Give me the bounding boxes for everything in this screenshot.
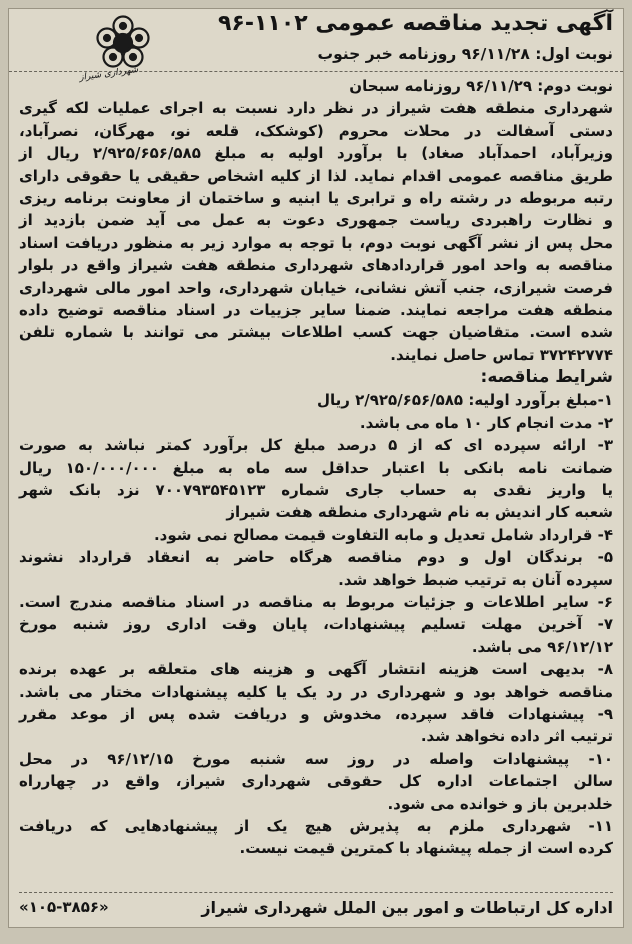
body-line: فرصت شیرازی، جنب آتش نشانی، خیابان شهرداری، واحد امور مالی شهرداری [19, 278, 613, 297]
condition-line: خلدبرین باز و خوانده می شود. [387, 794, 613, 813]
notice-header [9, 9, 623, 84]
condition-line: یا واریز نقدی به حساب جاری شماره ۷۰۰۷۹۳۵۴۵۱۲۳ نزد بانک شهر [19, 480, 613, 499]
issuer-name: اداره کل ارتباطات و امور بین الملل شهرداری شیراز [201, 898, 613, 917]
body-line: منطقه هفت مراجعه نمایند. ضمنا سایر جزییات در اسناد مناقصه توضیح داده [19, 301, 613, 320]
condition-line: ۲- مدت انجام کار ۱۰ ماه می باشد. [359, 413, 613, 432]
conditions-heading: شرایط مناقصه: [480, 367, 613, 388]
body-line: شده است. متقاضیان جهت کسب اطلاعات بیشتر می توانند با شماره تلفن [19, 323, 613, 342]
notice-title: آگهی تجدید مناقصه عمومی ۱۱۰۲-۹۶ [217, 11, 613, 36]
body-line: وزیرآباد، احمدآباد صغاد) با برآورد اولیه به مبلغ ۲/۹۲۵/۶۵۶/۵۸۵ ریال از [19, 144, 614, 163]
notice-footer [19, 892, 613, 923]
body-line: ۳۷۲۴۲۷۷۴ تماس حاصل نمایند. [390, 345, 613, 364]
condition-line: ۵- برندگان اول و دوم مناقصه هرگاه حاضر به انعقاد قرارداد نشوند [19, 548, 613, 567]
notice-body [19, 75, 613, 860]
condition-line: ترتیب اثر داده نخواهد شد. [420, 727, 613, 746]
condition-line: ضمانت نامه بانکی با اعتبار حداقل سه ماه به مبلغ ۱۵۰/۰۰۰/۰۰۰ ریال [19, 458, 613, 477]
notice-code: «۱۰۵-۳۸۵۶» [19, 898, 109, 916]
condition-line: ۱۰- پیشنهادات واصله در روز سه شنبه مورخ ۹۶/۱۲/۱۵ در محل [19, 749, 613, 768]
first-publication-line: نوبت اول: ۹۶/۱۱/۲۸ روزنامه خبر جنوب [317, 45, 613, 63]
condition-line: کرده است از جمله پیشنهاد با کمترین قیمت نیست. [239, 839, 613, 858]
condition-line: ۶- سایر اطلاعات و جزئیات مربوط به مناقصه در اسناد مناقصه مندرج است. [19, 592, 613, 611]
tender-notice [8, 8, 624, 928]
condition-line: ۷- آخرین مهلت تسلیم پیشنهادات، پایان وقت اداری روز شنبه مورخ [19, 615, 613, 634]
condition-line: ۹- پیشنهادات فاقد سپرده، مخدوش و دریافت شده پس از موعد مقرر [19, 704, 613, 723]
condition-line: سالن اجتماعات اداره کل حقوقی شهرداری شیراز، واقع در چهارراه [19, 772, 613, 791]
body-line: شهرداری منطقه هفت شیراز در نظر دارد نسبت به اجرای عملیات لکه گیری [19, 99, 613, 118]
body-line: محل پس از نشر آگهی نوبت دوم، با توجه به موارد زیر به منظور دریافت اسناد [19, 233, 613, 252]
condition-line: ۱-مبلغ برآورد اولیه: ۲/۹۲۵/۶۵۶/۵۸۵ ریال [316, 391, 613, 410]
body-line: دستی آسفالت در محلات محروم (کوشکک، قلعه نو، مهرگان، نصرآباد، [19, 121, 613, 140]
condition-line: ۴- قرارداد شامل تعدیل و مابه التفاوت قیمت مصالح نمی شود. [153, 525, 613, 544]
condition-line: ۸- بدیهی است هزینه انتشار آگهی و هزینه های متعلقه بر عهده برنده [19, 660, 613, 679]
condition-line: شعبه کار اندیش به نام شهرداری منطقه هفت شیراز [226, 503, 613, 522]
body-line: رتبه مربوطه در رشته راه و ترابری یا ابنیه و ساختمان از معاونت برنامه ریزی [19, 189, 613, 208]
condition-line: ۱۱- شهرداری ملزم به پذیرش هیچ یک از پیشنهادهایی که دریافت [19, 817, 613, 835]
body-line: طریق مناقصه عمومی اقدام نماید. لذا از کلیه اشخاص حقیقی یا حقوقی دارای [19, 166, 613, 185]
condition-line: ۹۶/۱۲/۱۲ می باشد. [471, 637, 613, 656]
condition-line: مناقصه خواهد بود و شهرداری در رد یک یا کلیه پیشنهادات مختار می باشد. [19, 682, 613, 701]
body-line: و نظارت راهبردی ریاست جمهوری دعوت به عمل می آید ضمن بازدید از [19, 211, 613, 230]
condition-line: ۳- ارائه سپرده ای که از ۵ درصد مبلغ کل برآورد کمتر نباشد به صورت [19, 436, 614, 455]
body-line: مناقصه به واحد امور قراردادهای شهرداری منطقه هفت شیراز واقع در بلوار [19, 256, 613, 275]
intro-line: نوبت دوم: ۹۶/۱۱/۲۹ روزنامه سبحان [349, 77, 613, 95]
logo-caption: شهرداری شیراز [78, 64, 139, 84]
condition-line: سپرده آنان به ترتیب ضبط خواهد شد. [338, 570, 613, 589]
